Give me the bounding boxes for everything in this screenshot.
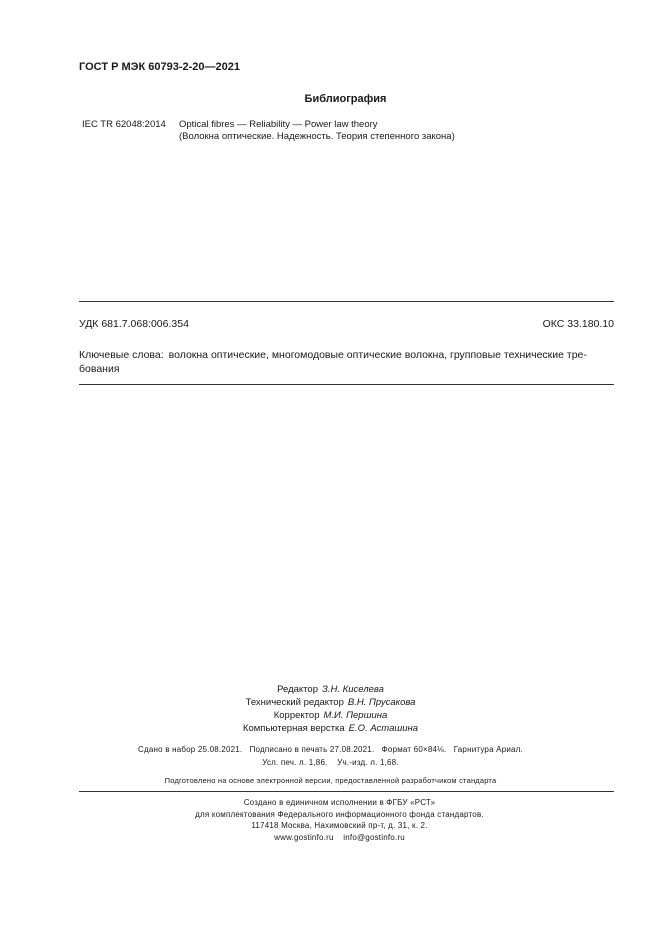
publication-info [0,743,661,769]
credit-layout [0,722,661,735]
credit-name: В.Н. Прусакова [347,697,416,708]
credit-tech-editor [0,696,661,709]
credit-role: Редактор [277,684,318,695]
credit-name: М.И. Першина [323,710,388,721]
credit-proofreader [0,709,661,722]
bibliography-entry-code: IEC TR 62048:2014 [82,119,166,130]
footer-line-2: для комплектования Федерального информационного фонда стандартов. [195,809,484,819]
credit-role: Компьютерная верстка [242,723,345,734]
credit-name: З.Н. Киселева [322,684,384,695]
credit-editor [0,683,661,696]
divider [79,791,614,792]
footer-line-4: www.gostinfo.ru info@gostinfo.ru [274,832,405,842]
bibliography-entry-title-ru: (Волокна оптические. Надежность. Теория степенного закона) [179,131,455,142]
standard-id-header: ГОСТ Р МЭК 60793-2-20—2021 [79,61,240,73]
credit-role: Технический редактор [245,697,344,708]
prepared-note: Подготовлено на основе электронной версии, предоставленной разработчиком стандарта [164,776,497,785]
keywords-text-continued: бования [79,363,120,375]
credit-role: Корректор [273,710,320,721]
keywords [79,348,615,376]
publication-line-1: Сдано в набор 25.08.2021. Подписано в печать 27.08.2021. Формат 60×84⅛. Гарнитура Ариал. [138,745,523,754]
footer [0,797,661,843]
oks-code: ОКС 33.180.10 [542,318,614,330]
bibliography-entry-title-en: Optical fibres — Reliability — Power law theory [179,119,378,130]
keywords-text: волокна оптические, многомодовые оптические волокна, групповые технические тре- [168,349,587,361]
footer-line-1: Создано в единичном исполнении в ФГБУ «РСТ» [243,798,436,807]
publication-line-2: Усл. печ. л. 1,86. Уч.-изд. л. 1,68. [262,758,399,767]
credit-name: Е.О. Асташина [348,723,419,734]
footer-line-3: 117418 Москва, Нахимовский пр-т, д. 31, к. 2. [251,821,428,830]
divider [79,301,614,302]
udk-code: УДК 681.7.068:006.354 [79,318,189,330]
bibliography-entry-text [179,119,455,143]
bibliography-title: Библиография [304,93,387,105]
divider [79,384,614,385]
credits-block [0,683,661,735]
keywords-label: Ключевые слова: [79,349,164,361]
